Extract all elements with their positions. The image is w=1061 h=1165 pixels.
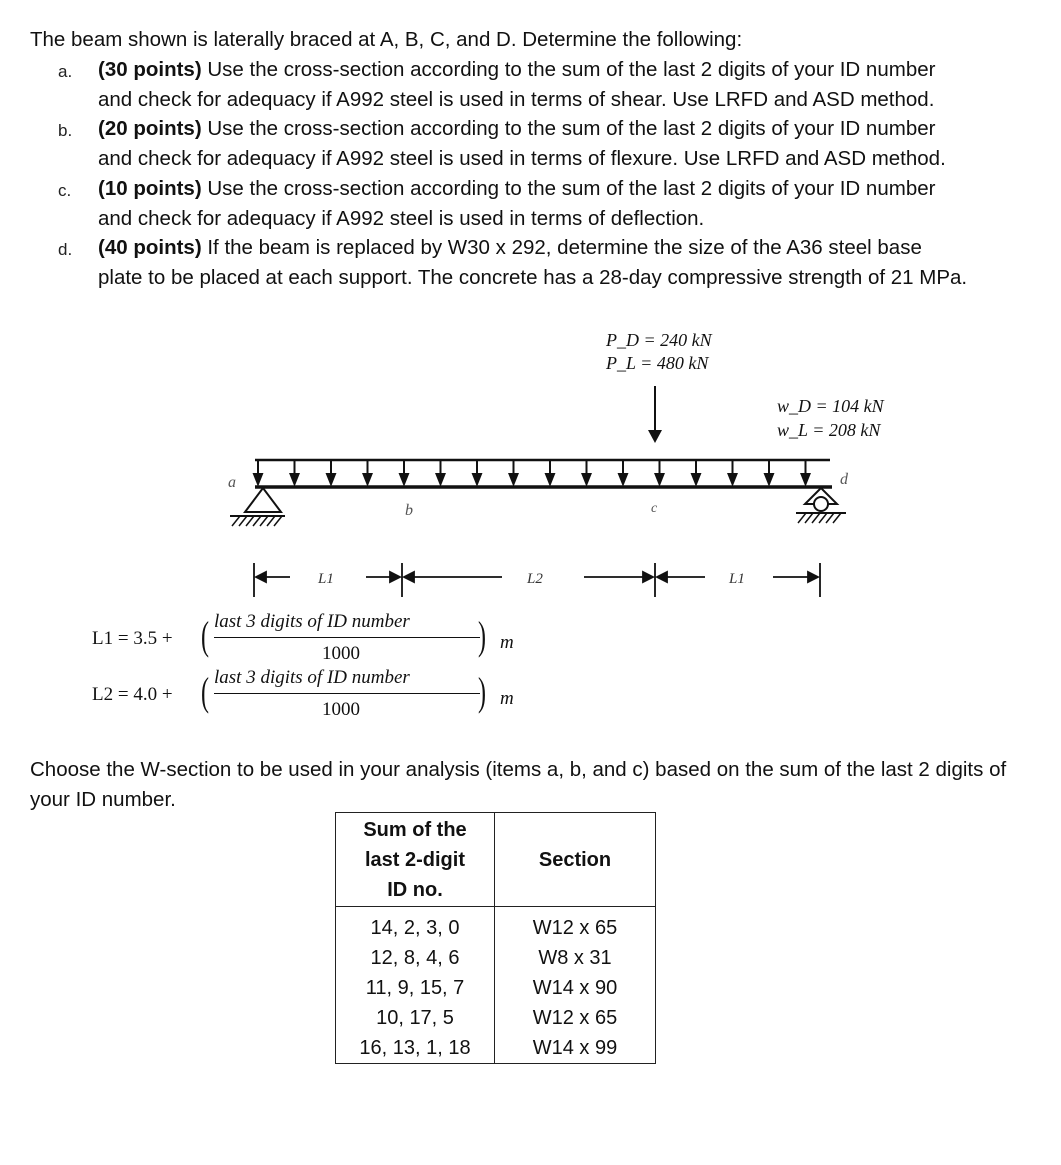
load-arrow-head [619, 474, 627, 484]
item-line2: plate to be placed at each support. The concrete has a 28-day compressive strength of 21 MPa. [98, 266, 968, 289]
paren-left: ( [201, 613, 209, 658]
live-distributed-load: w_L = 208 kN [777, 420, 881, 440]
item-text: Use the cross-section according to the sum of the last 2 digits of your ID number [201, 117, 936, 140]
section-column [495, 907, 656, 1064]
load-arrow-head [327, 474, 335, 484]
item-line2: and check for adequacy if A992 steel is used in terms of shear. Use LRFD and ASD method. [98, 88, 935, 111]
l1-unit: m [500, 632, 514, 653]
paren-left: ( [201, 669, 209, 714]
item-points: (30 points) [98, 58, 202, 81]
sum-cell: 12, 8, 4, 6 [370, 947, 460, 969]
section-cell: W8 x 31 [538, 947, 612, 969]
sum-cell: 10, 17, 5 [376, 1007, 454, 1029]
paren-right: ) [478, 669, 486, 714]
header-line: ID no. [387, 878, 443, 901]
sum-cell: 14, 2, 3, 0 [370, 917, 460, 939]
l2-unit: m [500, 688, 514, 709]
item-letter: d. [58, 240, 73, 259]
sum-cell: 16, 13, 1, 18 [359, 1037, 471, 1059]
section-cell: W12 x 65 [532, 1007, 618, 1029]
section-cell: W14 x 90 [532, 977, 618, 999]
point-d-label: d [840, 471, 848, 488]
item-letter: b. [58, 121, 73, 140]
sum-column [336, 907, 495, 1064]
point-a-label: a [228, 474, 236, 491]
item-points: (20 points) [98, 117, 202, 140]
l1-denominator: 1000 [322, 643, 360, 664]
load-arrow-head [656, 474, 664, 484]
item-text: Use the cross-section according to the sum of the last 2 digits of your ID number [201, 177, 936, 200]
dim-l1-left: L1 [318, 571, 334, 587]
load-arrow-head [510, 474, 518, 484]
load-arrow-head [364, 474, 372, 484]
header-sum [336, 813, 495, 907]
choose-instruction: Choose the W-section to be used in your analysis (items a, b, and c) based on the sum of the last 2 digits of your ID number. [30, 758, 1007, 811]
load-arrow-head [400, 474, 408, 484]
table-header-row [336, 813, 656, 907]
item-letter: a. [58, 62, 73, 81]
section-table [335, 812, 656, 1064]
dead-distributed-load: w_D = 104 kN [777, 396, 884, 416]
load-arrow-head [802, 474, 810, 484]
load-arrow-head [254, 474, 262, 484]
l2-numerator: last 3 digits of ID number [214, 667, 410, 688]
section-cell: W14 x 99 [532, 1037, 618, 1059]
distributed-load [254, 460, 830, 484]
load-arrow-head [692, 474, 700, 484]
load-arrow-head [473, 474, 481, 484]
l2-formula-lhs: L2 = 4.0 + [92, 684, 173, 705]
item-line2: and check for adequacy if A992 steel is used in terms of deflection. [98, 207, 705, 230]
dead-point-load: P_D = 240 kN [606, 330, 712, 350]
section-cell: W12 x 65 [532, 917, 618, 939]
header-line: Sum of the [363, 818, 467, 841]
point-c-label: c [651, 501, 658, 516]
header-section: Section [495, 813, 656, 907]
item-text: Use the cross-section according to the sum of the last 2 digits of your ID number [201, 58, 936, 81]
load-arrow-head [765, 474, 773, 484]
item-letter: c. [58, 181, 72, 200]
item-text: If the beam is replaced by W30 x 292, determine the size of the A36 steel base [201, 236, 922, 259]
paren-right: ) [478, 613, 486, 658]
dim-l1-right: L1 [729, 571, 745, 587]
pin-support [230, 488, 285, 526]
load-arrow-head [583, 474, 591, 484]
point-b-label: b [405, 502, 413, 519]
l1-formula-lhs: L1 = 3.5 + [92, 628, 173, 649]
item-points: (40 points) [98, 236, 202, 259]
point-load-arrow [648, 386, 662, 443]
dim-l2: L2 [527, 571, 543, 587]
item-line2: and check for adequacy if A992 steel is used in terms of flexure. Use LRFD and ASD method. [98, 147, 946, 170]
table-body-row [336, 907, 656, 1064]
roller-support [796, 488, 846, 523]
problem-intro: The beam shown is laterally braced at A, B, C, and D. Determine the following: [30, 28, 743, 51]
fraction-bar [214, 693, 480, 694]
load-arrow-head [729, 474, 737, 484]
sum-cell: 11, 9, 15, 7 [365, 977, 465, 999]
load-arrow-head [437, 474, 445, 484]
fraction-bar [214, 637, 480, 638]
live-point-load: P_L = 480 kN [606, 353, 709, 373]
item-points: (10 points) [98, 177, 202, 200]
load-arrow-head [291, 474, 299, 484]
load-arrow-head [546, 474, 554, 484]
l2-denominator: 1000 [322, 699, 360, 720]
l1-numerator: last 3 digits of ID number [214, 611, 410, 632]
header-line: last 2-digit [364, 848, 465, 871]
